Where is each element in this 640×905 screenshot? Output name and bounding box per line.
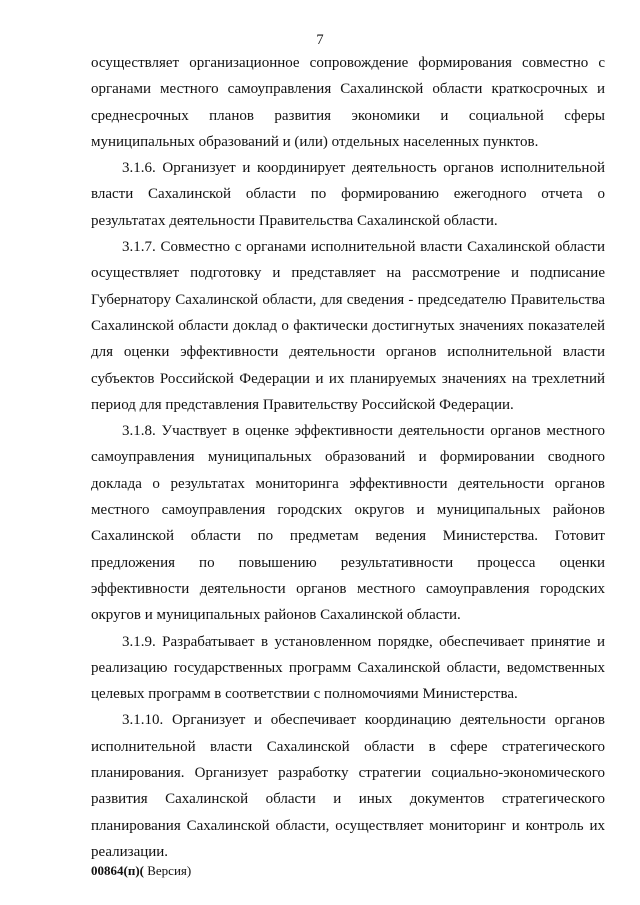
paragraph-3-1-8: 3.1.8. Участвует в оценке эффективности деятельности органов местного самоуправления муниципальных образований и формировании сводного доклада о результатах мониторинга эффективности деятельности органов местного самоуправления городских округов и муниципальных районов Сахалинской области по предметам ведения Министерства. Готовит предложения по повышению результативности процесса оценки эффективности деятельности органов местного самоуправления городских округов и муниципальных районов Сахалинской области.: [91, 423, 605, 624]
document-version: Версия): [143, 863, 192, 878]
document-body: [91, 50, 605, 865]
document-footer: [91, 863, 191, 879]
document-code: 00864(п)(: [91, 863, 144, 878]
paragraph-3-1-7: 3.1.7. Совместно с органами исполнительной власти Сахалинской области осуществляет подготовку и представляет на рассмотрение и подписание Губернатору Сахалинской области, для сведения - председателю Правительства Сахалинской области доклад о фактически достигнутых значениях показателей для оценки эффективности деятельности органов исполнительной власти субъектов Российской Федерации и их планируемых значениях на трехлетний период для представления Правительству Российской Федерации.: [91, 239, 605, 413]
paragraph-continuation: осуществляет организационное сопровождение формирования совместно с органами местного самоуправления Сахалинской области краткосрочных и среднесрочных планов развития экономики и социальной сферы муниципальных образований и (или) отдельных населенных пунктов.: [91, 55, 605, 150]
paragraph-3-1-9: 3.1.9. Разрабатывает в установленном порядке, обеспечивает принятие и реализацию государственных программ Сахалинской области, ведомственных целевых программ в соответствии с полномочиями Министерства.: [91, 633, 605, 703]
paragraph-3-1-10: 3.1.10. Организует и обеспечивает координацию деятельности органов исполнительной власти Сахалинской области в сфере стратегического планирования. Организует разработку стратегии социально-экономического развития Сахалинской области и иных документов стратегического планирования Сахалинской области, осуществляет мониторинг и контроль их реализации.: [91, 712, 605, 860]
page-number: 7: [316, 32, 324, 48]
paragraph-3-1-6: 3.1.6. Организует и координирует деятельность органов исполнительной власти Сахалинской области по формированию ежегодного отчета о результатах деятельности Правительства Сахалинской области.: [91, 160, 605, 229]
